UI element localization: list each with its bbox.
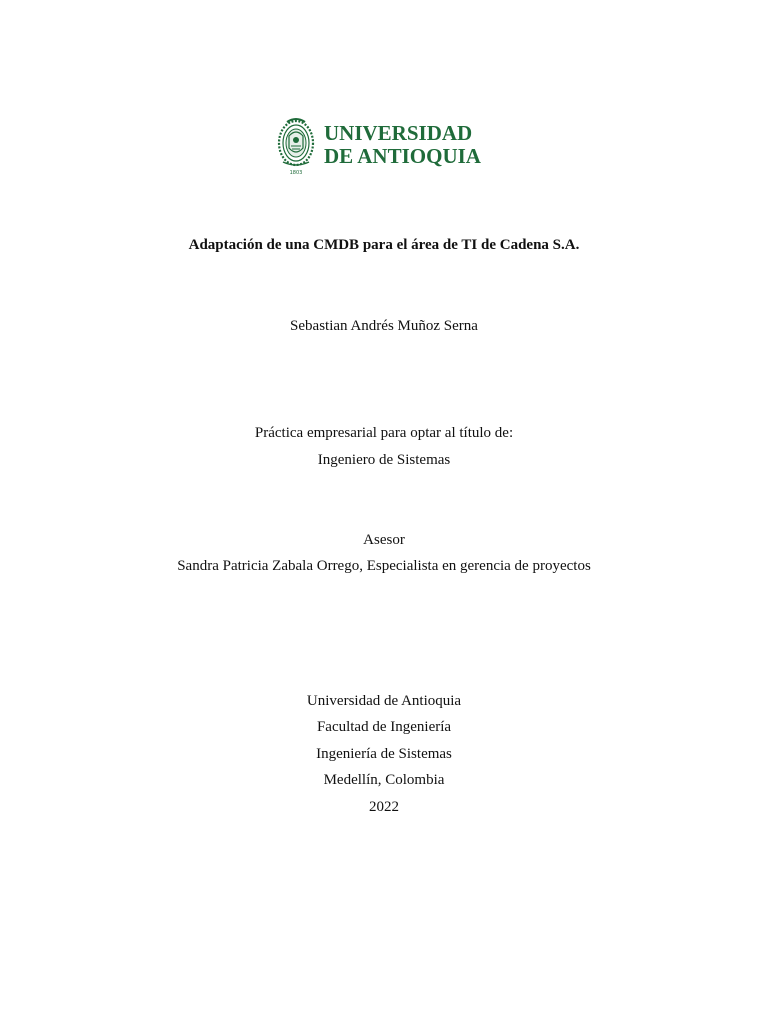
document-title: Adaptación de una CMDB para el área de TI de Cadena S.A. (188, 237, 580, 253)
author-name: Sebastian Andrés Muñoz Serna (290, 318, 478, 334)
advisor-name: Sandra Patricia Zabala Orrego, Especialista en gerencia de proyectos (177, 558, 591, 574)
institution-year: 2022 (369, 799, 399, 815)
logo-line-university: UNIVERSIDAD (324, 121, 473, 145)
advisor-label: Asesor (363, 532, 405, 548)
logo-wordmark (324, 122, 481, 168)
institution-faculty: Facultad de Ingeniería (316, 719, 452, 735)
university-seal-icon (277, 116, 315, 176)
university-logo (277, 116, 492, 176)
seal-year: 1803 (289, 170, 303, 176)
degree-purpose: Práctica empresarial para optar al título de: (254, 425, 514, 441)
institution-university: Universidad de Antioquia (306, 693, 462, 709)
degree-title: Ingeniero de Sistemas (317, 452, 451, 468)
institution-program: Ingeniería de Sistemas (316, 746, 452, 762)
institution-city: Medellín, Colombia (323, 772, 445, 788)
logo-line-antioquia: DE ANTIOQUIA (324, 144, 481, 168)
